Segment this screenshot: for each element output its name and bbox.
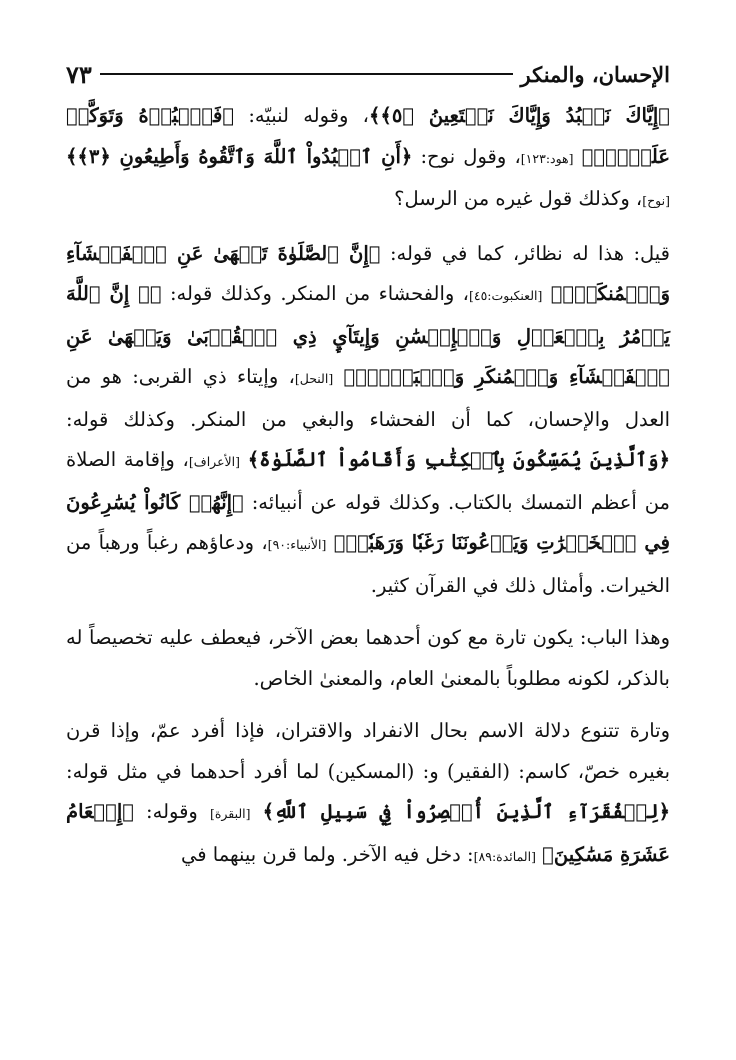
paragraph-4 (66, 711, 670, 877)
body-text (240, 448, 248, 471)
body-text: ، والفحشاء من المنكر. وكذلك قوله: (161, 282, 469, 305)
surah-reference: [نوح] (642, 193, 670, 208)
body-text: ، ودعاؤهم رغباً ورهباً من الخيرات. وأمثال ذلك في القرآن كثير. (66, 531, 670, 597)
body-text (251, 800, 263, 823)
quran-verse: ﴿فَٱعۡبُدۡهُ وَتَوَكَّلۡ عَلَيۡهِۚ﴾ (66, 104, 671, 168)
body-text (326, 531, 333, 554)
running-title: الإحسان، والمنكر (520, 61, 670, 87)
surah-reference: [النحل] (294, 371, 334, 386)
body-text: وهذا الباب: يكون تارة مع كون أحدهما بعض الآخر، فيعطف عليه تخصيصاً له بالذكر، لكونه مطلوباً بالمعنىٰ العام، والمعنىٰ الخاص. (66, 626, 670, 690)
body-text: قيل: هذا له نظائر، كما في قوله: (380, 241, 671, 265)
page-body (66, 96, 670, 877)
body-text: وقوله: (133, 800, 210, 823)
surah-reference: [العنكبوت:٤٥] (468, 288, 543, 303)
surah-reference: [البقرة] (209, 806, 251, 821)
surah-reference: [الأنبياء:٩٠] (267, 537, 327, 552)
surah-reference: [المائدة:٨٩] (473, 848, 536, 864)
quran-verse: ﴿إِنَّهُمۡ كَانُواْ يُسَٰرِعُونَ فِي ٱلۡخَيۡرَٰتِ وَيَدۡعُونَنَا رَغَبٗا وَرَهَبٗاۖ﴾ (66, 490, 670, 554)
paragraph-3 (66, 618, 670, 699)
body-text: ، وقول نوح: (412, 144, 521, 168)
quran-verse: ﴿وَٱلَّذِينَ يُمَسِّكُونَ بِٱلۡكِتَٰبِ وَأَقَامُواْ ٱلصَّلَوٰةَ﴾ (247, 448, 670, 471)
body-text (333, 365, 343, 388)
body-text: ، وإقامة الصلاة من أعظم التمسك بالكتاب. وكذلك قوله عن أنبيائه: (66, 448, 670, 514)
quran-verse: ﴿لِلۡفُقَرَآءِ ٱلَّذِينَ أُحۡصِرُواْ فِي سَبِيلِ ٱللَّهِ﴾ (262, 800, 670, 823)
paragraph-1 (66, 96, 670, 222)
body-text: : دخل فيه الآخر. ولما قرن بينهما في (181, 842, 474, 866)
quran-verse: ﴿إِنَّ ٱلصَّلَوٰةَ تَنۡهَىٰ عَنِ ٱلۡفَحۡشَآءِ وَٱلۡمُنكَرِۗ﴾ (66, 241, 670, 305)
surah-reference: [هود:١٢٣] (520, 150, 574, 166)
footer-marker (666, 1054, 670, 1060)
body-text: ، وكذلك قول غيره من الرسل؟ (394, 187, 643, 210)
surah-reference: [الأعراف] (188, 454, 241, 469)
body-text: ، وإيتاء ذي القربى: هو من العدل والإحسان، كما أن الفحشاء والبغي من المنكر. وكذلك قوله: (66, 365, 670, 431)
body-text: وتارة تتنوع دلالة الاسم بحال الانفراد والاقتران، فإذا أفرد عمّ، وإذا قرن بغيره خصّ، كاسم: (الفقير) و: (المسكين) لما أفرد أحدهما في مثل قوله: (66, 719, 670, 783)
quran-verse: ﴿۞ إِنَّ ٱللَّهَ يَأۡمُرُ بِٱلۡعَدۡلِ وَٱلۡإِحۡسَٰنِ وَإِيتَآيِٕ ذِي ٱلۡقُرۡبَىٰ وَيَنۡهَىٰ عَنِ ٱلۡفَحۡشَآءِ وَٱلۡمُنكَرِ وَٱلۡبَغۡيِۚ﴾ (66, 282, 670, 388)
paragraph-2 (66, 234, 670, 607)
quran-verse: ﴿أَنِ ٱعۡبُدُواْ ٱللَّهَ وَٱتَّقُوهُ وَأَطِيعُونِ ﴿٣﴾﴾ (66, 144, 413, 168)
body-text (574, 145, 582, 168)
body-text (542, 282, 550, 305)
body-text: ، وقوله لنبيّه: (234, 104, 369, 127)
header-rule (100, 73, 513, 75)
page-number: ٧٣ (66, 59, 92, 89)
page-header (66, 58, 670, 90)
quran-verse: ﴿إِطۡعَامُ عَشَرَةِ مَسَٰكِينَ﴾ (66, 800, 670, 866)
quran-verse: ﴿إِيَّاكَ نَعۡبُدُ وَإِيَّاكَ نَسۡتَعِينُ ﴿٥﴾﴾ (368, 104, 671, 127)
